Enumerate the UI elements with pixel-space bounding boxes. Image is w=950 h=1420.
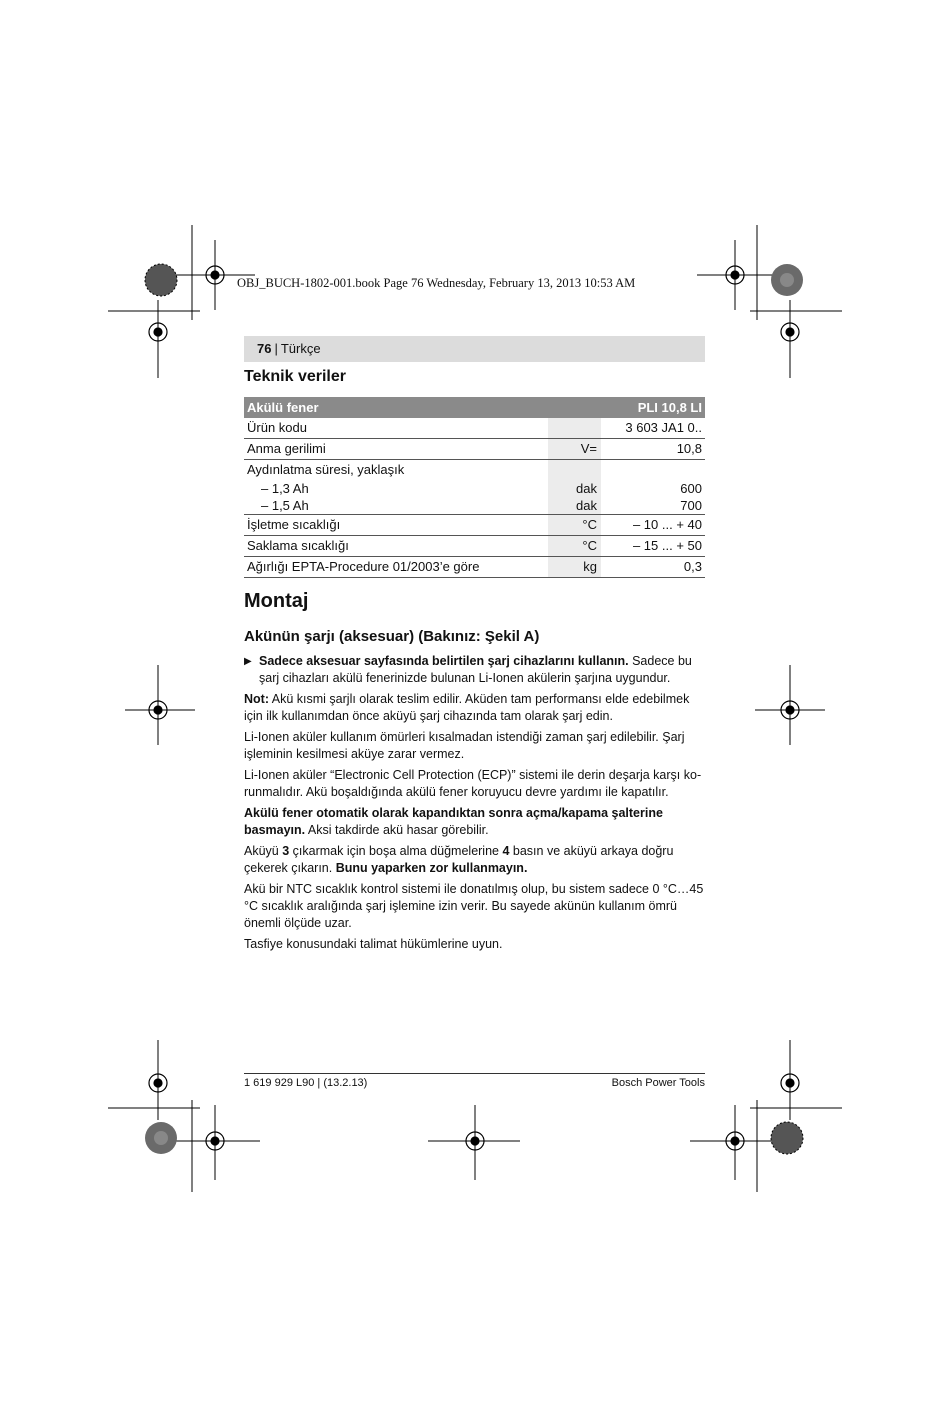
header-separator: |	[274, 341, 278, 356]
header-language: Türkçe	[280, 341, 321, 356]
subsection-heading: Akünün şarjı (aksesuar) (Bakınız: Şekil A)	[244, 628, 540, 645]
paragraph: Aküyü 3 çıkarmak için boşa alma düğmelerine 4 basın ve aküyü arkaya doğru çekerek çıkarın. Bunu yaparken zor kullanmayın.	[244, 844, 674, 875]
row-unit: kg	[548, 557, 601, 578]
table-header-label: Akülü fener	[244, 397, 601, 418]
row-value: 700	[601, 497, 705, 515]
table-header-row	[244, 397, 705, 418]
footer-left: 1 619 929 L90 | (13.2.13)	[244, 1077, 368, 1089]
row-value: – 10 ... + 40	[601, 515, 705, 536]
footer-right: Bosch Power Tools	[611, 1077, 705, 1089]
table-row	[244, 439, 705, 460]
row-value: 600	[680, 481, 702, 496]
print-slug: OBJ_BUCH-1802-001.book Page 76 Wednesday, February 13, 2013 10:53 AM	[237, 276, 636, 290]
paragraph: Tasfiye konusundaki talimat hükümlerine uyun.	[244, 937, 503, 951]
bullet-triangle-icon: ▶	[244, 656, 252, 667]
table-row	[244, 480, 705, 497]
row-label: Anma gerilimi	[244, 439, 548, 460]
row-value: 3 603 JA1 0..	[601, 418, 705, 439]
row-label: Aydınlatma süresi, yaklaşık	[247, 462, 405, 477]
row-label: Ağırlığı EPTA-Procedure 01/2003’e göre	[244, 557, 548, 578]
note-paragraph: Not: Akü kısmi şarjlı olarak teslim edilir. Aküden tam performansı elde edebilmek için ilk kullanımdan önce aküyü şarj cihazında tam olarak şarj edin.	[244, 692, 690, 723]
paragraph: Li-Ionen aküler kullanım ömürleri kısalmadan istendiği zaman şarj edilebilir. Şarj işleminin kesilmesi aküye zarar vermez.	[244, 730, 685, 761]
row-unit: dak	[548, 497, 601, 515]
table-row	[244, 418, 705, 439]
table-row	[244, 460, 705, 481]
table-row	[244, 515, 705, 536]
paragraph: Li-Ionen aküler “Electronic Cell Protection (ECP)” sistemi ile derin deşarja karşı korunmalıdır. Akü boşaldığında akülü fener koruyucu devre yardımı ile kapatılır.	[244, 768, 702, 799]
section-title: Teknik veriler	[244, 368, 346, 385]
row-unit: °C	[548, 536, 601, 557]
warning-paragraph: Akülü fener otomatik olarak kapandıktan sonra açma/kapama şalterine basmayın. Aksi takdirde akü hasar görebilir.	[244, 806, 663, 837]
row-value: – 15 ... + 50	[601, 536, 705, 557]
table-row	[244, 557, 705, 578]
row-label: İşletme sıcaklığı	[244, 515, 548, 536]
row-value	[601, 460, 705, 481]
page-header	[244, 336, 705, 362]
row-value: 0,3	[601, 557, 705, 578]
spec-table	[244, 397, 705, 578]
montaj-heading: Montaj	[244, 590, 309, 612]
page-number: 76	[257, 341, 272, 356]
row-unit	[548, 460, 601, 481]
page-footer	[244, 1073, 705, 1089]
table-row	[244, 536, 705, 557]
row-unit: °C	[548, 515, 601, 536]
table-row	[244, 497, 705, 515]
row-label: – 1,5 Ah	[244, 497, 548, 515]
row-label: Saklama sıcaklığı	[244, 536, 548, 557]
paragraph: Akü bir NTC sıcaklık kontrol sistemi ile donatılmış olup, bu sistem sadece 0 °C…45 °C sıcaklık aralığında şarj işlemine izin verir. Bu sayede akünün kullanım ömrü önemli ölçüde uzar.	[244, 882, 704, 930]
body-text	[244, 653, 706, 957]
row-label: – 1,3 Ah	[261, 481, 309, 496]
row-unit: dak	[548, 480, 601, 497]
table-header-model: PLI 10,8 LI	[601, 397, 705, 418]
bullet-paragraph: ▶ Sadece aksesuar sayfasında belirtilen şarj cihazlarını kullanın. Sadece bu şarj cihazları akülü fenerinizde bulunan Li-Ionen akülerin şarjına uygundur.	[244, 654, 692, 685]
row-unit	[548, 418, 601, 439]
row-value: 10,8	[601, 439, 705, 460]
row-label: Ürün kodu	[244, 418, 548, 439]
row-unit: V=	[548, 439, 601, 460]
